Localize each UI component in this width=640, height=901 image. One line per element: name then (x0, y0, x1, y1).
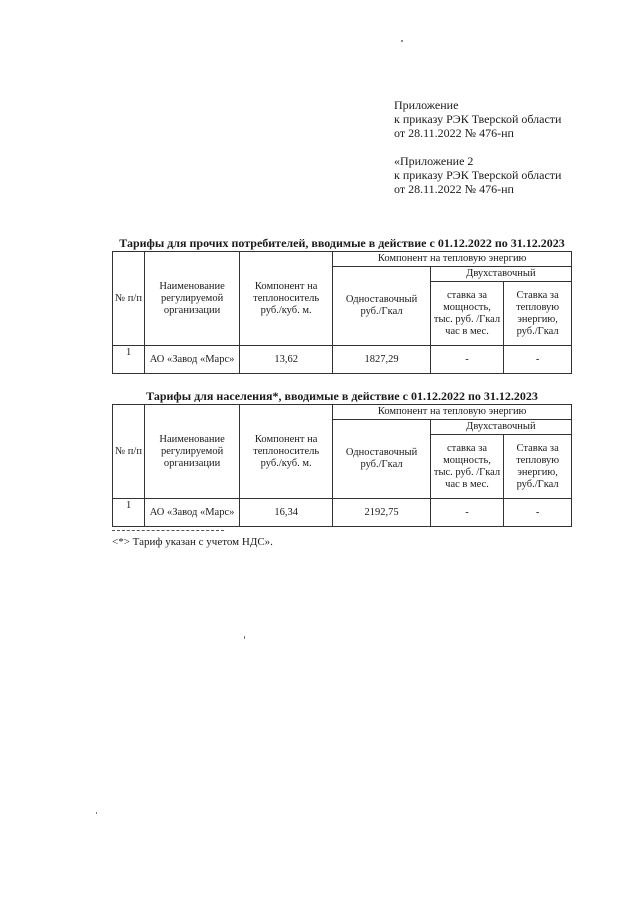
col-two-rate-header: Двухставочный (430, 420, 571, 435)
col-org-header: Наименование регулируемой организации (145, 252, 240, 346)
scan-speck (244, 636, 245, 639)
table1-title: Тарифы для прочих потребителей, вводимые в действие с 01.12.2022 по 31.12.2023 (119, 236, 565, 250)
footnote-divider (112, 530, 224, 531)
appendix-header (394, 98, 561, 196)
scan-speck (401, 40, 403, 42)
col-org-header: Наименование регулируемой организации (145, 405, 240, 499)
tariff-table-population (112, 404, 572, 527)
cell-one-rate: 2192,75 (333, 499, 430, 527)
appendix-line: от 28.11.2022 № 476-нп (394, 126, 514, 140)
col-power-rate-header: ставка за мощность, тыс. руб. /Гкал час в мес. (430, 282, 504, 346)
col-one-rate-header: Одноставочный руб./Гкал (333, 420, 430, 499)
cell-org: АО «Завод «Марс» (145, 346, 240, 374)
appendix-line: Приложение (394, 98, 459, 112)
table2-title: Тарифы для населения*, вводимые в действие с 01.12.2022 по 31.12.2023 (146, 389, 538, 403)
cell-one-rate: 1827,29 (333, 346, 430, 374)
cell-num: 1 (113, 346, 145, 374)
appendix-line: к приказу РЭК Тверской области (394, 112, 562, 126)
col-energy-rate-header: Ставка за тепловую энергию, руб./Гкал (504, 435, 572, 499)
col-num-header: № п/п (113, 252, 145, 346)
col-heat-carrier-header: Компонент на теплоноситель руб./куб. м. (240, 252, 333, 346)
col-two-rate-header: Двухставочный (430, 267, 571, 282)
table-row (113, 346, 572, 374)
col-one-rate-header: Одноставочный руб./Гкал (333, 267, 430, 346)
col-heat-energy-header: Компонент на тепловую энергию (333, 405, 572, 420)
cell-heat-carrier: 13,62 (240, 346, 333, 374)
footnote: <*> Тариф указан с учетом НДС». (112, 536, 273, 548)
cell-power-rate: - (430, 346, 504, 374)
cell-power-rate: - (430, 499, 504, 527)
col-energy-rate-header: Ставка за тепловую энергию, руб./Гкал (504, 282, 572, 346)
scan-speck (96, 812, 97, 814)
tariff-table-other (112, 251, 572, 374)
cell-energy-rate: - (504, 499, 572, 527)
cell-num: 1 (113, 499, 145, 527)
col-num-header: № п/п (113, 405, 145, 499)
col-power-rate-header: ставка за мощность, тыс. руб. /Гкал час в мес. (430, 435, 504, 499)
col-heat-carrier-header: Компонент на теплоноситель руб./куб. м. (240, 405, 333, 499)
cell-energy-rate: - (504, 346, 572, 374)
table-row (113, 499, 572, 527)
col-heat-energy-header: Компонент на тепловую энергию (333, 252, 572, 267)
cell-heat-carrier: 16,34 (240, 499, 333, 527)
appendix2-line: к приказу РЭК Тверской области (394, 168, 562, 182)
appendix2-line: «Приложение 2 (394, 154, 474, 168)
cell-org: АО «Завод «Марс» (145, 499, 240, 527)
appendix2-line: от 28.11.2022 № 476-нп (394, 182, 514, 196)
